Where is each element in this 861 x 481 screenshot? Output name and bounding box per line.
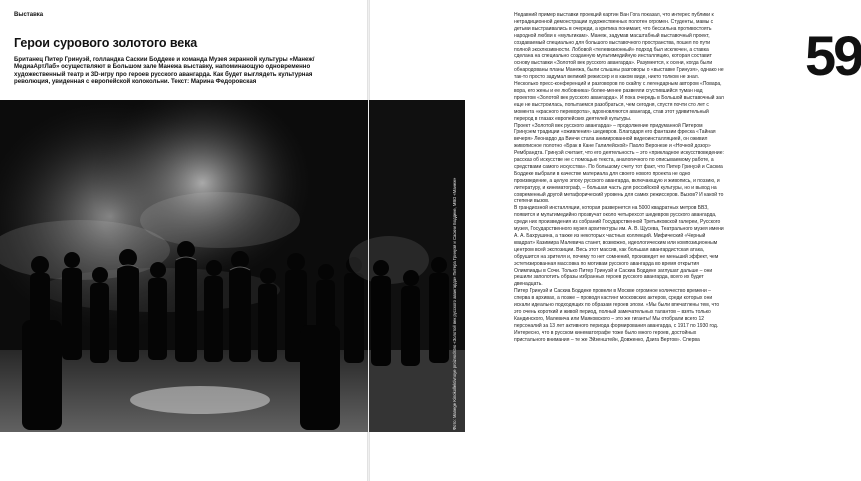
photo-credit: Фото: Manege Kinokollektivnoye proizvodstvo «Золотой век русского авангарда» Питера Гринуэя и Саскии Боддеке, МВО «Манеж»	[452, 177, 457, 430]
section-label: Выставка	[14, 12, 44, 18]
body-paragraph: Недавний пример выставки проекций картин Ван Гога показал, что интерес публики к нетрадиционной демонстрации художественных полотен огромен. Студенты, мамы с детьми выстраивались в очереди, а критика понимает, что бессильна противостоять народной любви к «мультикам». Манеж, задумав масштабный выставочный проект, создаваемый специально для большого выставочного пространства, пошел по пути полной эксклюзивности. Лобовой «телевизионный» подход был исключен, а ставка сделана на специально созданную мультимедийную инсталляцию, которая составит основу выставки «Золотой век русского авангарда». Разумеется, к осени, когда были обнародованы планы Манежа, были слышны разговоры о «выставке Гринуэя», однако не так-то просто задумал великий режиссер и в каком виде, никто толком не знал. Несколько пресс-конференций и разговоров по скайпу с легендарным автором «Повара, вора, его жены и ее любовника» более-менее развеяли сгустившийся туман над проектом «Золотой век русского авангарда». И пока очередь в Большой выставочный зал еще не выстроилась, попытаемся разобраться, чем сегодня, спустя почти сто лет с момента «красного переворота», вдохновляются авангард, став этот удивительный перерод в глазах европейских деятелей культуры.	[514, 12, 724, 122]
body-paragraph: Питер Гринуэй и Саскиа Боддеке провели в Москве огромное количество времени – сперва в архивах, а позже – проводя кастинг московских актеров, среди которых они искали идеально подходящих по образам героев эпохи. «Мы были впечатлены тем, что это очень короткий и живой период, полный замечательных талантов – взять только Кандинского, Малевича или Маяковского – это же гиганты! Мы отобрали всего 12 персоналий за 13 лет активного периода формирования авангарда, с 1917 по 1930 год. Интересно, что в русском кинематографе тоже было много героев, достойных пристального внимания – те же Эйзенштейн, Довженко, Дзига Вертов». Сперва	[514, 288, 720, 343]
article-title: Герои сурового золотого века	[14, 36, 198, 50]
body-paragraph: Проект «Золотой век русского авангарда» – продолжение придуманной Питером Гринуэем традиции «оживления» шедевров. Благодаря его фантазии фреска «Тайная вечеря» Леонардо да Винчи стала анимированной видеоинсталляцией, он оживил живописное полотно «Брак в Кане Галилейской» Паоло Веронезе и «Ночной дозор» Рембрандта. Гринуэй считает, что его деятельность – это «прикладное искусствоведение: рассказ об искусстве не с помощью текста, аналогичного по описываемому работе, а средствами самого искусства». По большому счету тот факт, что Питер Гринуэй и Саскиа Боддеке выбрали в качестве материала для своего нового проекта не одно произведение, а целую эпоху русского авангарда, включающую и живопись, и поэзию, и литературу, и кинематограф, – большая часть для российской культуры, но и выход на современный другой метафорический уровень для самих режиссеров. Вызов? И какой то степени вызов.	[514, 122, 724, 205]
article-body	[514, 12, 724, 474]
stage-photo-continuation	[369, 100, 465, 432]
page-number: 59	[805, 24, 861, 87]
body-paragraph: В грандиозной инсталляции, которая развернется на 5000 квадратных метров БВЗ, появится и мультимедийно прозвучат около четырехсот шедевров русского авангарда, среди них произведения из собраний Государственной Третьяковской галереи, Русского музея, Государственного музея архитектуры им. А. В. Щусева, Театрального музея имени А. А. Бахрушина, а также из некоторых частных коллекций. Мифический «Черный квадрат» Казимира Малевича станет, возможно, идеологическим или композиционным центром всей экспозиции. Весь этот массив, как большая авангардистская атака, обрушится на зрителя и, почему то нет сомнений, произведет не меньший эффект, чем эстетизированная массовка по мотивам русского авангарда во время открытия Олимпиады в Сочи. Только Питер Гринуэй и Саскиа Боддеке заглушат дальше – они решили заполотить образы избранных героев русского авангарда, всего их будет двенадцать.	[514, 205, 724, 288]
article-lead: Британец Питер Гринуэй, голландка Саскии Боддеке и команда Музея экранной культуры «Манеж/МедиаАртЛаб» осуществляют в Большом зале Манежа выставку, напоминающую одновременно художественный театр и 3D-игру про героев русского авангарда. Как будет выглядеть культурная революция, увиденная с европейской колокольни. Текст: Марина Федоровская	[14, 56, 315, 86]
stage-photo	[0, 100, 368, 432]
photo-credit-container	[452, 100, 462, 430]
stage-crowd-photo-icon	[0, 100, 368, 432]
stage-crowd-photo-right-icon	[369, 100, 465, 432]
